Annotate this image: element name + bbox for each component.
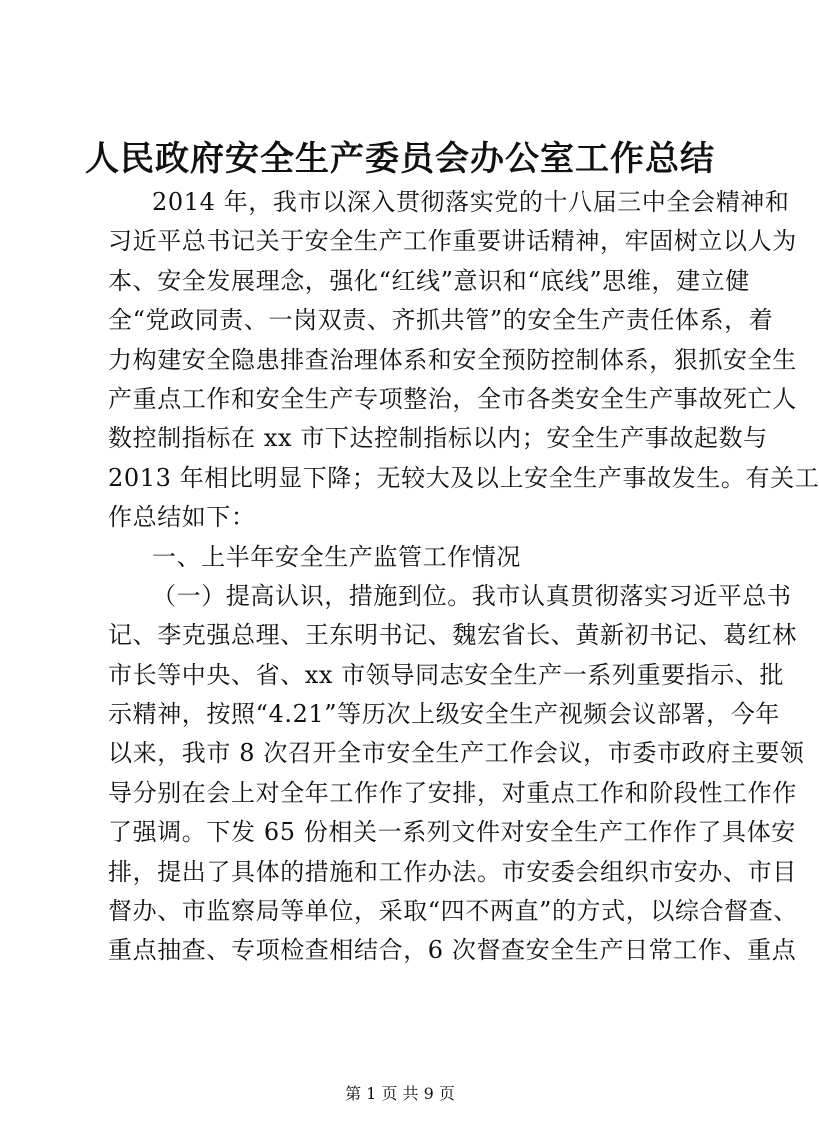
paragraph-line: 市长等中央、省、xx 市领导同志安全生产一系列重要指示、批	[108, 660, 785, 689]
paragraph-line: 示精神，按照“4.21”等历次上级安全生产视频会议部署，今年	[108, 700, 780, 729]
paragraph-line: 2013 年相比明显下降；无较大及以上安全生产事故发生。有关工	[108, 463, 819, 492]
paragraph-line: 习近平总书记关于安全生产工作重要讲话精神，牢固树立以人为	[108, 227, 797, 256]
paragraph-line: 了强调。下发 65 份相关一系列文件对安全生产工作作了具体安	[108, 818, 796, 847]
document-body	[108, 183, 819, 971]
paragraph-line: 产重点工作和安全生产专项整治，全市各类安全生产事故死亡人	[108, 384, 797, 413]
paragraph-line: 记、李克强总理、王东明书记、魏宏省长、黄新初书记、葛红林	[108, 621, 797, 650]
paragraph-line: 以来，我市 8 次召开全市安全生产工作会议，市委市政府主要领	[108, 739, 805, 768]
paragraph-line: 全“党政同责、一岗双责、齐抓共管”的安全生产责任体系，着	[108, 306, 774, 335]
paragraph-line: 本、安全发展理念，强化“红线”意识和“底线”思维，建立健	[108, 266, 750, 295]
page-number-footer: 第 1 页 共 9 页	[345, 1084, 455, 1103]
paragraph-line: 数控制指标在 xx 市下达控制指标以内；安全生产事故起数与	[108, 424, 768, 453]
paragraph-line: 力构建安全隐患排查治理体系和安全预防控制体系，狠抓安全生	[108, 345, 797, 374]
paragraph-line: 导分别在会上对全年工作作了安排，对重点工作和阶段性工作作	[108, 778, 797, 807]
paragraph-line: 督办、市监察局等单位，采取“四不两直”的方式，以综合督查、	[108, 897, 798, 926]
paragraph-line: 作总结如下：	[108, 503, 256, 532]
paragraph-line: （一）提高认识，措施到位。我市认真贯彻落实习近平总书	[152, 581, 792, 610]
paragraph-line: 排，提出了具体的措施和工作办法。市安委会组织市安办、市目	[108, 857, 797, 886]
paragraph-line: 重点抽查、专项检查相结合，6 次督查安全生产日常工作、重点	[108, 936, 797, 965]
section-heading: 一、上半年安全生产监管工作情况	[152, 542, 521, 571]
document-title: 人民政府安全生产委员会办公室工作总结	[85, 139, 715, 179]
paragraph-line: 2014 年，我市以深入贯彻落实党的十八届三中全会精神和	[152, 188, 790, 216]
